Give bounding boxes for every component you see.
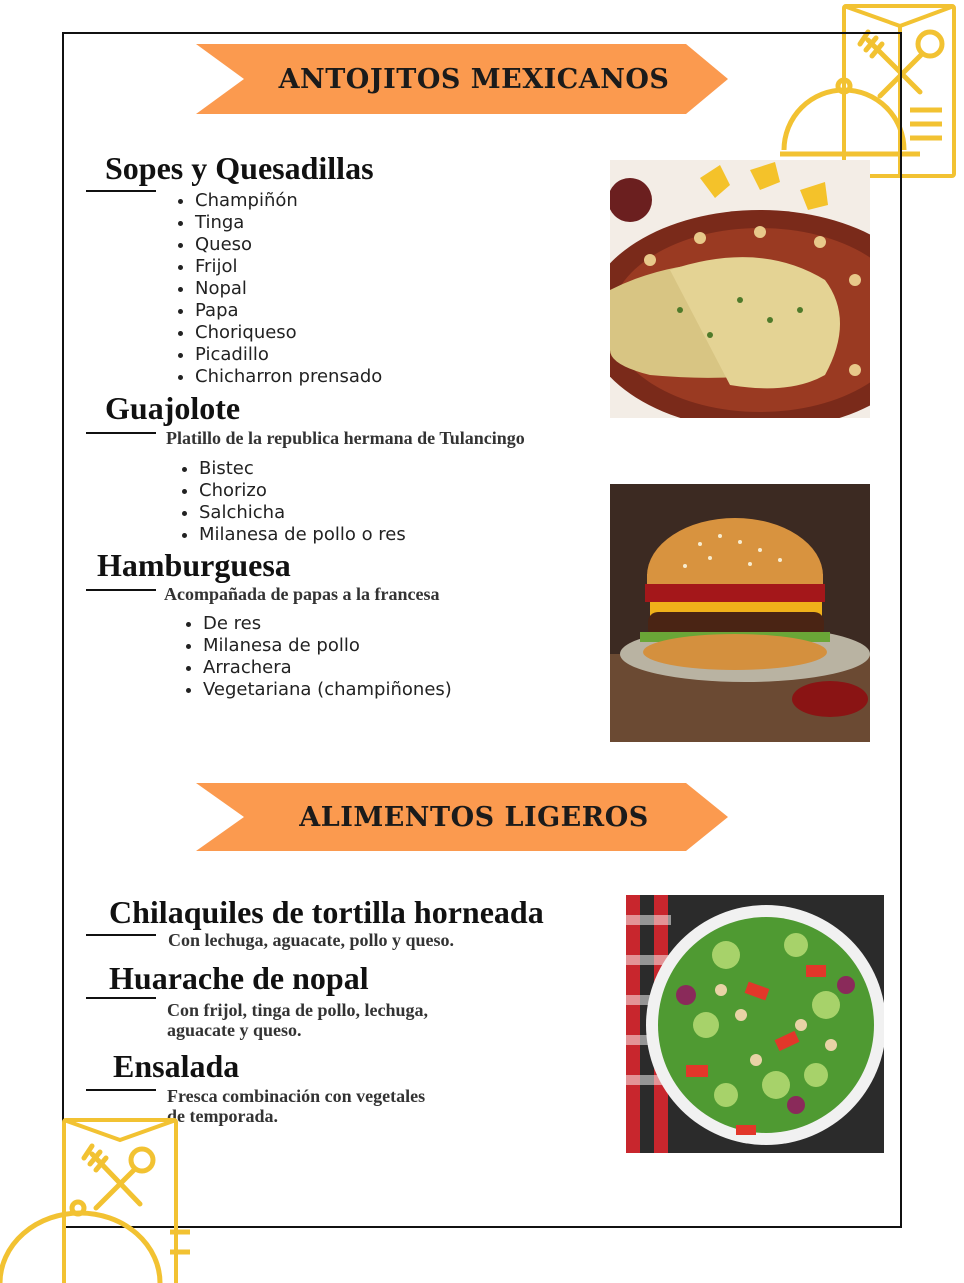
list-item: • Tinga (195, 212, 382, 234)
title-underline (86, 432, 156, 434)
salad-photo (626, 895, 884, 1153)
list-item: • Champiñón (195, 190, 382, 212)
dish-description-hamburguesa: Acompañada de papas a la francesa (164, 584, 440, 604)
title-underline (86, 997, 156, 999)
dish-title-sopes: Sopes y Quesadillas (105, 150, 374, 186)
list-item: • Queso (195, 234, 382, 256)
dish-description-ensalada-1: Fresca combinación con vegetales (167, 1086, 426, 1106)
dish-description-huarache-1: Con frijol, tinga de pollo, lechuga, (167, 1000, 429, 1020)
title-underline (86, 190, 156, 192)
title-underline (86, 934, 156, 936)
list-item: • Milanesa de pollo (203, 635, 452, 657)
section-title-ligeros: ALIMENTOS LIGEROS (299, 801, 649, 833)
list-item: • Arrachera (203, 657, 452, 679)
dish-title-guajolote: Guajolote (105, 390, 241, 426)
list-item: • Milanesa de pollo o res (199, 524, 406, 546)
dish-description-huarache-2: aguacate y queso. (167, 1020, 302, 1040)
list-item: • Choriqueso (195, 322, 382, 344)
list-item: • Picadillo (195, 344, 382, 366)
list-item: • Frijol (195, 256, 382, 278)
menu-cloche-decoration-bottom (0, 1112, 190, 1283)
hamburguesa-options-list (181, 613, 452, 701)
list-item: • Papa (195, 300, 382, 322)
cloche-icon (0, 1202, 190, 1283)
section-banner-ligeros (196, 783, 728, 851)
list-item: • Chicharron prensado (195, 366, 382, 388)
list-item: • Chorizo (199, 480, 406, 502)
dish-title-ensalada: Ensalada (113, 1048, 240, 1084)
section-banner-antojitos (196, 44, 728, 114)
fork-knife-icon (84, 1146, 153, 1208)
title-underline (86, 589, 156, 591)
quesadilla-photo (610, 160, 870, 418)
guajolote-options-list (177, 458, 406, 546)
list-item: • Nopal (195, 278, 382, 300)
dish-title-chilaquiles: Chilaquiles de tortilla horneada (109, 894, 544, 930)
list-item: • De res (203, 613, 452, 635)
list-item: • Salchicha (199, 502, 406, 524)
dish-description-chilaquiles: Con lechuga, aguacate, pollo y queso. (168, 930, 455, 950)
burger-photo (610, 484, 870, 742)
dish-title-huarache: Huarache de nopal (109, 960, 369, 996)
list-item: • Vegetariana (champiñones) (203, 679, 452, 701)
list-item: • Bistec (199, 458, 406, 480)
title-underline (86, 1089, 156, 1091)
dish-description-guajolote: Platillo de la republica hermana de Tulancingo (166, 428, 525, 448)
dish-title-hamburguesa: Hamburguesa (97, 547, 291, 583)
section-title-antojitos: ANTOJITOS MEXICANOS (278, 63, 670, 95)
sopes-options-list (173, 190, 382, 388)
dish-description-ensalada-2: de temporada. (167, 1106, 278, 1126)
